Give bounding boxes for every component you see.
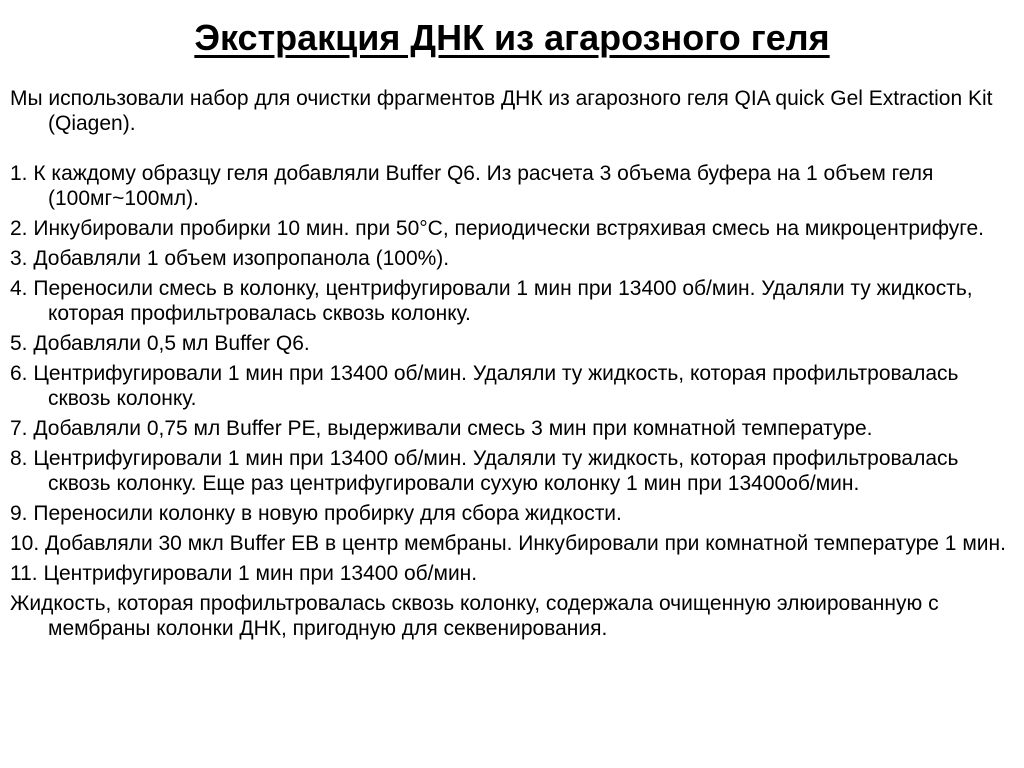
conclusion-paragraph: Жидкость, которая профильтровалась сквозь колонку, содержала очищенную элюированную с мембраны колонки ДНК, пригодную для секвенирования. (10, 592, 939, 640)
step-2: 2. Инкубировали пробирки 10 мин. при 50°С, периодически встряхивая смесь на микроцентрифуге. (10, 217, 984, 240)
step-6: 6. Центрифугировали 1 мин при 13400 об/мин. Удаляли ту жидкость, которая профильтровалась сквозь колонку. (10, 362, 959, 410)
slide-title (0, 16, 1024, 60)
slide-title-text: Экстракция ДНК из агарозного геля (194, 17, 830, 58)
intro-paragraph: Мы использовали набор для очистки фрагментов ДНК из агарозного геля QIA quick Gel Extraction Kit (Qiagen). (10, 87, 993, 135)
step-8: 8. Центрифугировали 1 мин при 13400 об/мин. Удаляли ту жидкость, которая профильтровалась сквозь колонку. Еще раз центрифугировали сухую колонку 1 мин при 13400об/мин. (10, 447, 959, 495)
step-11: 11. Центрифугировали 1 мин при 13400 об/мин. (10, 562, 478, 585)
step-7: 7. Добавляли 0,75 мл Buffer PE, выдерживали смесь 3 мин при комнатной температуре. (10, 417, 873, 440)
step-9: 9. Переносили колонку в новую пробирку для сбора жидкости. (10, 502, 622, 525)
step-10: 10. Добавляли 30 мкл Buffer EB в центр мембраны. Инкубировали при комнатной температуре 1 мин. (10, 532, 1006, 555)
step-4: 4. Переносили смесь в колонку, центрифугировали 1 мин при 13400 об/мин. Удаляли ту жидкость, которая профильтровалась сквозь колонку. (10, 277, 973, 325)
slide-body (10, 86, 1015, 641)
step-5: 5. Добавляли 0,5 мл Buffer Q6. (10, 332, 310, 355)
step-3: 3. Добавляли 1 объем изопропанола (100%). (10, 247, 450, 270)
step-1: 1. К каждому образцу геля добавляли Buffer Q6. Из расчета 3 объема буфера на 1 объем геля (100мг~100мл). (10, 162, 934, 210)
